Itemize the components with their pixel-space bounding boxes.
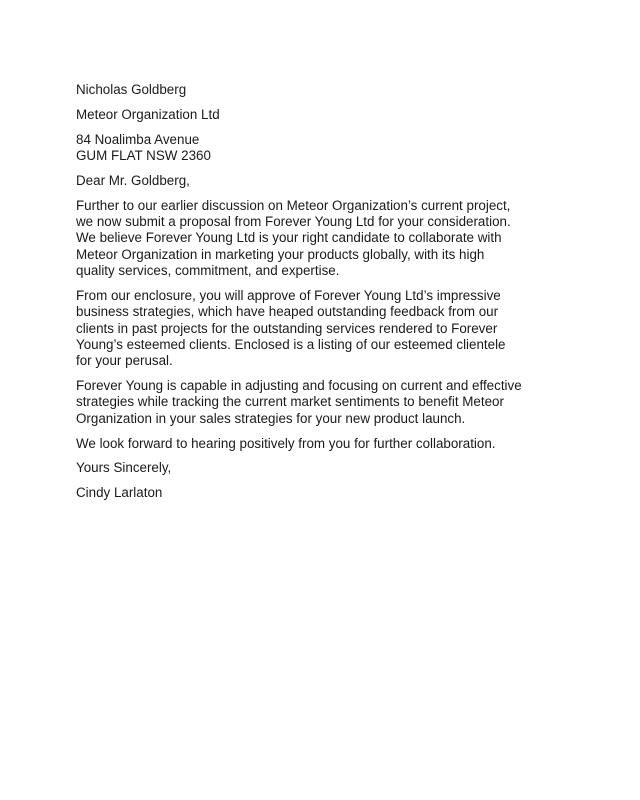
recipient-company: Meteor Organization Ltd [76,106,220,122]
recipient-name: Nicholas Goldberg [76,82,187,97]
body-paragraph-2 [76,288,576,369]
paragraph-line: for your perusal. [76,353,173,369]
paragraph-line: Meteor Organization in marketing your products globally, with its high [76,246,485,262]
paragraph-line: We believe Forever Young Ltd is your right candidate to collaborate with [76,230,502,246]
closing: Yours Sincerely, [76,460,172,476]
paragraph-line: Forever Young is capable in adjusting and focusing on current and effective [76,378,522,394]
address-street: 84 Noalimba Avenue [76,131,200,147]
paragraph-line: Young’s esteemed clients. Enclosed is a listing of our esteemed clientele [76,336,506,352]
paragraph-line: Organization in your sales strategies for your new product launch. [76,410,466,426]
paragraph-line: business strategies, which have heaped outstanding feedback from our [76,304,499,320]
signature-name: Cindy Larlaton [76,485,163,501]
salutation: Dear Mr. Goldberg, [76,172,190,188]
paragraph-line: We look forward to hearing positively from you for further collaboration. [76,435,496,451]
address-city-line: GUM FLAT NSW 2360 [76,148,211,164]
paragraph-line: clients in past projects for the outstanding services rendered to Forever [76,320,498,336]
body-paragraph-1 [76,198,576,279]
paragraph-line: quality services, commitment, and expertise. [76,263,340,279]
body-paragraph-4 [76,436,576,452]
recipient-address [76,132,576,165]
paragraph-line: strategies while tracking the current market sentiments to benefit Meteor [76,394,504,410]
letter-page [76,82,576,510]
paragraph-line: we now submit a proposal from Forever Young Ltd for your consideration. [76,214,511,230]
paragraph-line: Further to our earlier discussion on Meteor Organization’s current project, [76,197,511,213]
body-paragraph-3 [76,378,576,427]
paragraph-line: From our enclosure, you will approve of Forever Young Ltd’s impressive [76,287,501,303]
